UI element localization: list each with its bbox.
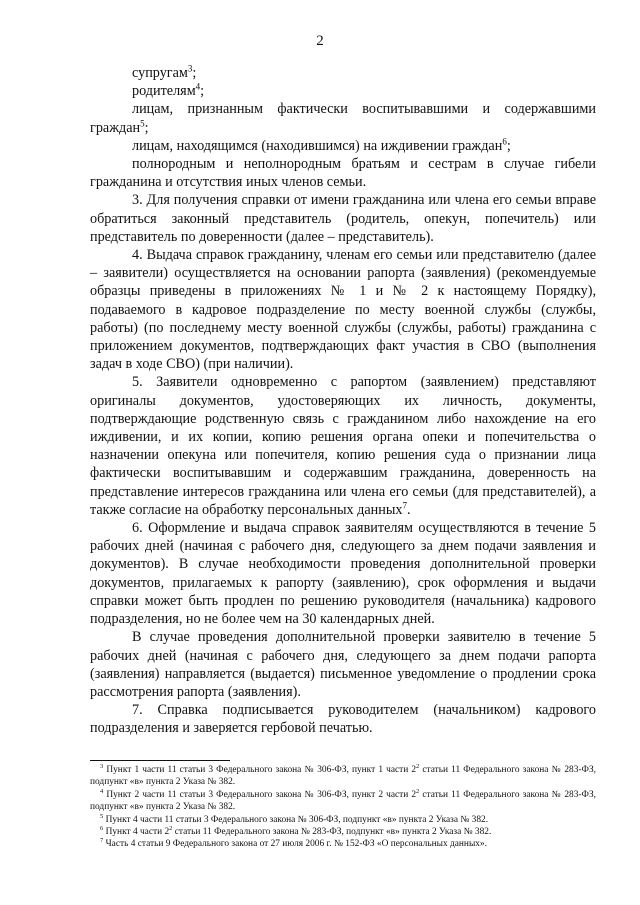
clause-6: 6. Оформление и выдача справок заявителям осуществляются в течение 5 рабочих дней (начиная с рабочего дня, следующего за днем подачи заявления и документов). В случае необходимости проведения дополнительной проверки документов, прилагаемых к рапорту (заявлению), срок оформления и выдачи справки может быть продлен по решению руководителя (начальника) кадрового подразделения, но не более чем на 30 календарных дней. — [90, 520, 596, 628]
clause-3: 3. Для получения справки от имени гражданина или члена его семьи вправе обратиться законный представитель (родитель, опекун, попечитель) или представитель по доверенности (далее – представитель). — [90, 192, 596, 245]
footnote-6: $^6$ Пункт 4 части $2^2$ статьи 11 Федерального закона № 283-ФЗ, подпункт «в» пункта 2 Указа № 382. — [100, 824, 492, 838]
page-number: 2 — [316, 33, 324, 49]
footnote-4: $^4$ Пункт 2 части 11 статьи 3 Федерального закона № 306-ФЗ, пункт 2 части $2^2$ статьи 11 Федерального закона № 283-ФЗ, подпункт «в» пункта 2 Указа № 382. — [90, 787, 596, 813]
clause-7: 7. Справка подписывается руководителем (начальником) кадрового подразделения и заверяется гербовой печатью. — [90, 702, 596, 737]
list-item-siblings: полнородным и неполнородным братьям и сестрам в случае гибели гражданина и отсутствия иных членов семьи. — [90, 156, 596, 191]
list-item-spouses: супругам$^3$; — [132, 63, 197, 81]
footnote-separator — [90, 760, 230, 761]
list-item-parents: родителям$^4$; — [132, 81, 205, 100]
footnote-5: $^5$ Пункт 4 части 11 статьи 3 Федерального закона № 306-ФЗ, подпункт «в» пункта 2 Указа № 382. — [100, 812, 489, 825]
list-item-guardians: лицам, признанным фактически воспитывавшими и содержавшими граждан$^5$; — [90, 101, 596, 136]
footnotes — [90, 764, 596, 851]
clause-5: 5. Заявители одновременно с рапортом (заявлением) представляют оригиналы документов, удостоверяющих их личность, документы, подтверждающие родственную связь с гражданином либо нахождение на его иждивении, и их копии, копию решения органа опеки и попечительства о назначении опекуна или попечителя, копию решения суда о признании лица фактически воспитывавшим и содержавшим гражданина, доверенность на представление интересов гражданина или члена его семьи (для представителей), а также согласие на обработку персональных данных$^7$. — [90, 374, 596, 518]
document-body — [90, 64, 596, 738]
clause-4: 4. Выдача справок гражданину, членам его семьи или представителю (далее – заявители) осуществляется на основании рапорта (заявления) (рекомендуемые образцы приведены в приложениях № 1 и № 2 к настоящему Порядку), подаваемого в кадровое подразделение по месту военной службы (службы, работы) (по последнему месту военной службы (службы, работы) гражданина с приложением документов, подтверждающих факт участия в СВО (выполнения задач в ходе СВО) (при наличии). — [90, 247, 596, 373]
clause-6-extension: В случае проведения дополнительной проверки заявителю в течение 5 рабочих дней (начиная с рабочего дня, следующего за днем подачи рапорта (заявления) направляется (выдается) письменное уведомление о продлении срока рассмотрения рапорта (заявления). — [90, 629, 596, 700]
footnote-3: $^3$ Пункт 1 части 11 статьи 3 Федерального закона № 306-ФЗ, пункт 1 части $2^2$ статьи 11 Федерального закона № 283-ФЗ, подпункт «в» пункта 2 Указа № 382. — [90, 762, 596, 788]
list-item-dependents: лицам, находящимся (находившимся) на иждивении граждан$^6$; — [132, 136, 511, 154]
footnote-7: $^7$ Часть 4 статьи 9 Федерального закона от 27 июля 2006 г. № 152-ФЗ «О персональных данных». — [100, 837, 487, 850]
